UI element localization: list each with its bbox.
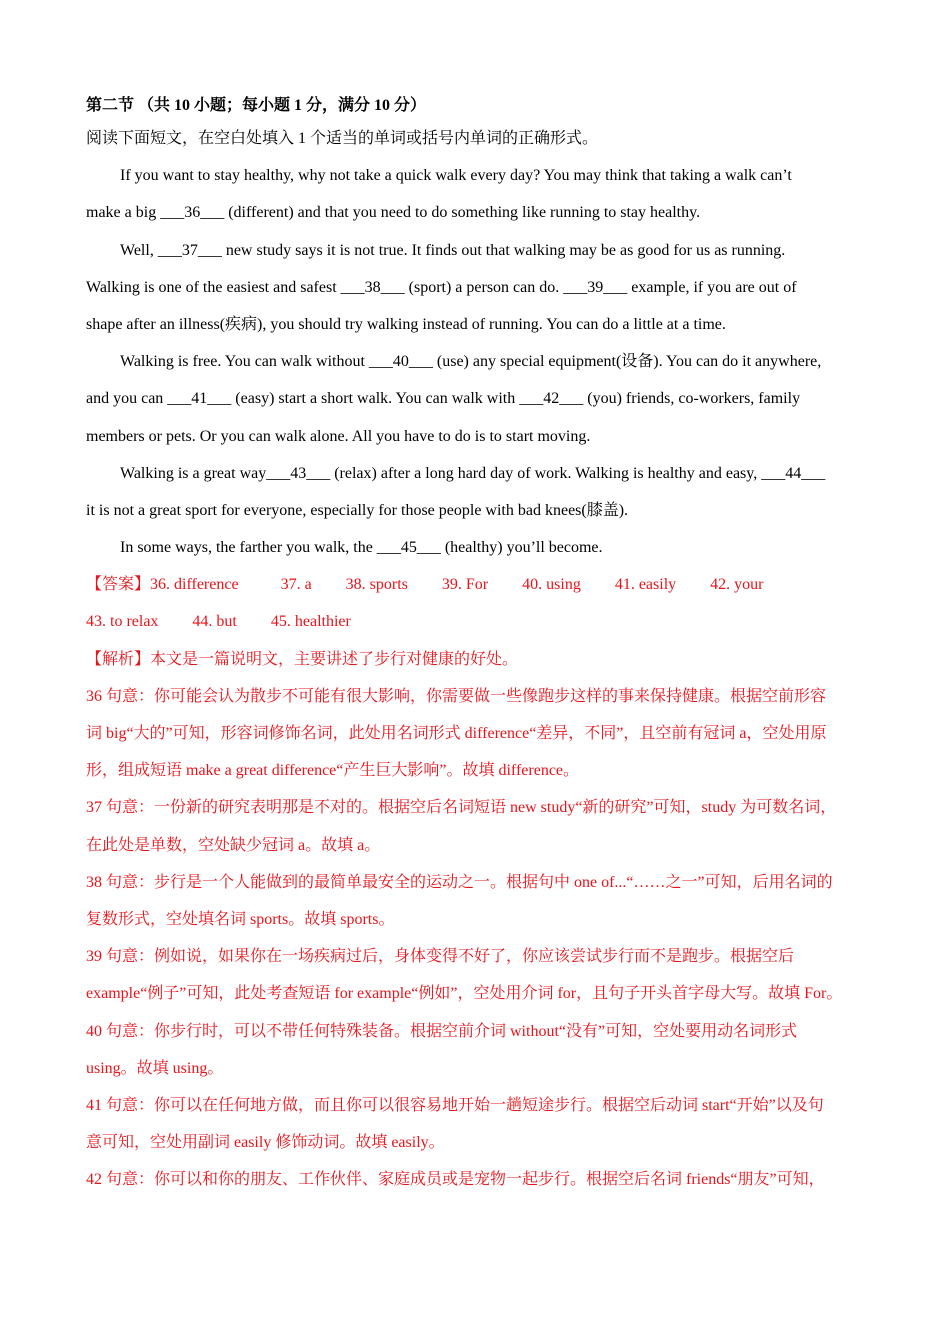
passage-line: Walking is free. You can walk without ___40___ (use) any special equipment(设备). You can do it anywhere, (120, 353, 822, 371)
passage-line: Well, ___37___ new study says it is not true. It finds out that walking may be as good for us as running. (120, 241, 786, 259)
answer-item: 44. but (192, 613, 237, 631)
answer-row (86, 566, 866, 603)
analysis-line: 39 句意：例如说，如果你在一场疾病过后，身体变得不好了，你应该尝试步行而不是跑步。根据空后 (86, 948, 795, 966)
answer-item: 39. For (441, 576, 489, 594)
analysis-line: 词 big“大的”可知，形容词修饰名词，此处用名词形式 difference“差异，不同”，且空前有冠词 a，空处用原 (86, 725, 827, 742)
analysis-line: 36 句意：你可能会认为散步不可能有很大影响，你需要做一些像跑步这样的事来保持健康。根据空前形容 (86, 687, 827, 705)
passage-line: it is not a great sport for everyone, especially for those people with bad knees(膝盖). (86, 501, 629, 519)
analysis-label: 【解析】 (86, 650, 151, 668)
answer-item: 37. a (280, 576, 312, 594)
answer-item: 43. to relax (86, 613, 159, 631)
analysis-line: 42 句意：你可以和你的朋友、工作伙伴、家庭成员或是宠物一起步行。根据空后名词 friends“朋友”可知， (86, 1171, 825, 1189)
answer-row (86, 603, 866, 640)
passage-line: and you can ___41___ (easy) start a short walk. You can walk with ___42___ (you) friends, co-workers, family (86, 390, 801, 408)
section-instruction: 阅读下面短文，在空白处填入 1 个适当的单词或括号内单词的正确形式。 (86, 130, 599, 147)
analysis-line: 复数形式，空处填名词 sports。故填 sports。 (86, 910, 395, 928)
passage-line: If you want to stay healthy, why not take a quick walk every day? You may think that taking a walk can’t (120, 167, 792, 185)
answer-item: 36. difference (150, 576, 239, 594)
answer-item: 41. easily (614, 576, 677, 594)
analysis-line: 在此处是单数，空处缺少冠词 a。故填 a。 (86, 836, 381, 854)
analysis-line: 37 句意：一份新的研究表明那是不对的。根据空后名词短语 new study“新的研究”可知，study 为可数名词， (86, 799, 837, 817)
passage-line: In some ways, the farther you walk, the ___45___ (healthy) you’ll become. (120, 539, 603, 557)
document-page (86, 92, 866, 1198)
analysis-line: using。故填 using。 (86, 1059, 224, 1077)
passage-line: Walking is one of the easiest and safest ___38___ (sport) a person can do. ___39___ example, if you are out of (86, 278, 797, 296)
answer-item: 38. sports (345, 576, 408, 594)
analysis-line: 形，组成短语 make a great difference“产生巨大影响”。故填 difference。 (86, 762, 580, 780)
analysis-line: 41 句意：你可以在任何地方做，而且你可以很容易地开始一趟短途步行。根据空后动词 start“开始”以及句 (86, 1096, 824, 1114)
answer-item: 45. healthier (270, 613, 351, 631)
passage-line: shape after an illness(疾病), you should try walking instead of running. You can do a little at a time. (86, 315, 726, 333)
analysis-line: 38 句意：步行是一个人能做到的最简单最安全的运动之一。根据句中 one of...“……之一”可知，后用名词的 (86, 873, 833, 891)
passage-line: members or pets. Or you can walk alone. All you have to do is to start moving. (86, 427, 591, 445)
analysis-line: example“例子”可知，此处考查短语 for example“例如”，空处用介词 for，且句子开头首字母大写。故填 For。 (86, 985, 843, 1003)
passage-line: make a big ___36___ (different) and that you need to do something like running to stay healthy. (86, 204, 701, 222)
analysis-intro-line (86, 641, 866, 678)
answer-item: 42. your (710, 576, 764, 594)
analysis-line: 40 句意：你步行时，可以不带任何特殊装备。根据空前介词 without“没有”可知，空处要用动名词形式 (86, 1022, 798, 1040)
analysis-intro: 本文是一篇说明文，主要讲述了步行对健康的好处。 (150, 650, 519, 668)
passage-line: Walking is a great way___43___ (relax) after a long hard day of work. Walking is healthy and easy, ___44___ (120, 464, 826, 482)
answer-label: 【答案】 (86, 576, 151, 594)
answer-item: 40. using (522, 576, 581, 594)
analysis-line: 意可知，空处用副词 easily 修饰动词。故填 easily。 (86, 1134, 445, 1152)
section-title: 第二节 （共 10 小题；每小题 1 分，满分 10 分） (86, 97, 427, 114)
